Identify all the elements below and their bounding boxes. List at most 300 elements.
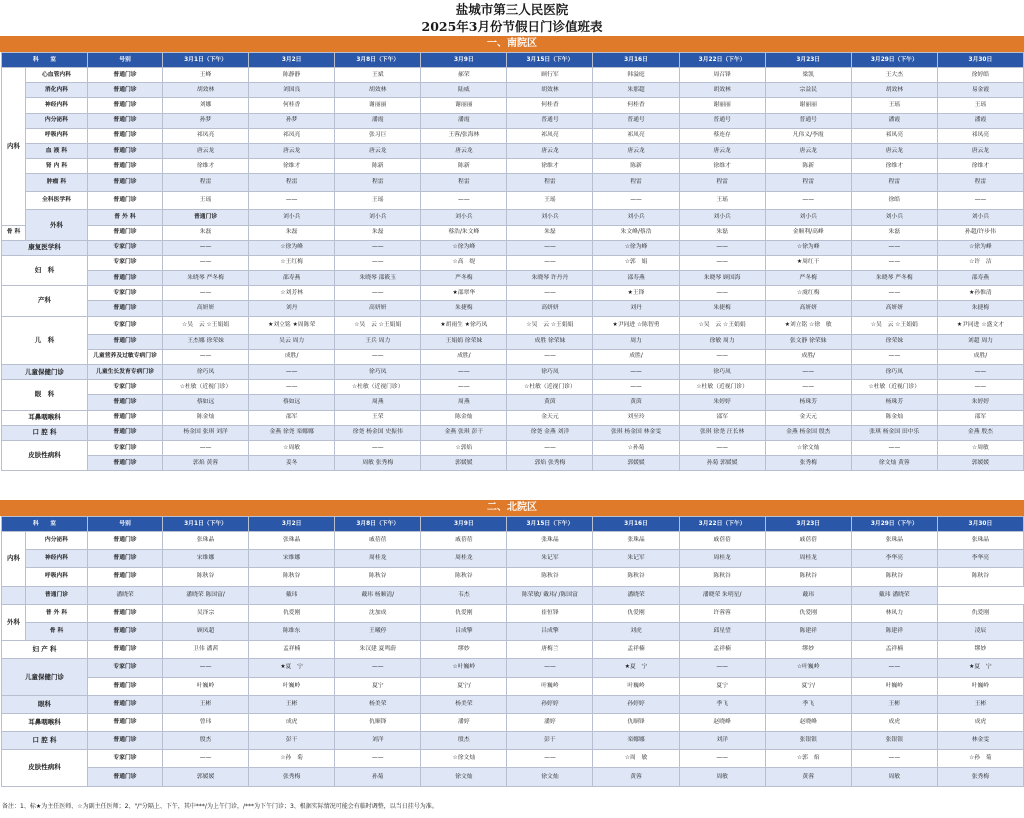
- duty-cell: 周力: [593, 334, 679, 349]
- duty-cell: ★夏 宁: [249, 659, 335, 677]
- duty-cell: ☆吴 云 ☆王娟娟: [507, 316, 593, 334]
- duty-cell: 程雷: [765, 174, 851, 192]
- department-name: 神经内科: [26, 98, 88, 113]
- duty-cell: 成胜/: [937, 349, 1023, 364]
- duty-cell: 高妍妍: [851, 301, 937, 316]
- duty-cell: 徐巧凤: [163, 365, 249, 380]
- duty-cell: ——: [851, 255, 937, 270]
- duty-cell: 普通号: [507, 113, 593, 128]
- duty-cell: 刘丹: [249, 301, 335, 316]
- col-header-3: 3月2日: [249, 53, 335, 68]
- duty-cell: 张珠晶: [851, 532, 937, 550]
- duty-cell: 潘晓荣: [88, 586, 163, 604]
- clinic-type: 专家门诊: [88, 255, 163, 270]
- col-header-11: 3月30日: [937, 53, 1023, 68]
- department-name: 内分泌科: [26, 113, 88, 128]
- schedule-row: [2, 395, 1024, 410]
- duty-cell: 张珠晶: [249, 532, 335, 550]
- schedule-row: [2, 210, 1024, 225]
- duty-cell: ——: [851, 659, 937, 677]
- duty-cell: ☆周敏: [249, 440, 335, 455]
- duty-cell: 郭媛媛: [421, 456, 507, 471]
- col-header-9: 3月23日: [765, 517, 851, 532]
- duty-cell: 周敏: [679, 768, 765, 786]
- col-header-2: 3月1日（下午）: [163, 517, 249, 532]
- duty-cell: 叶巍岭: [163, 677, 249, 695]
- department-name: 神经内科: [26, 550, 88, 568]
- duty-cell: 宋维娜: [163, 550, 249, 568]
- duty-cell: 王瑶: [163, 192, 249, 210]
- duty-cell: ☆郭焰: [421, 440, 507, 455]
- department-category: 皮肤性病科: [2, 440, 88, 470]
- duty-cell: 孙婷婷: [593, 695, 679, 713]
- duty-cell: 高妍妍: [507, 301, 593, 316]
- schedule-row: [2, 349, 1024, 364]
- duty-cell: 孟祥楠: [851, 641, 937, 659]
- clinic-type: 儿童生长发育专病门诊: [88, 365, 163, 380]
- col-header-department: 科 室: [2, 53, 88, 68]
- duty-cell: ☆杜敏（近视门诊）: [679, 380, 765, 395]
- duty-cell: 郭媛媛: [937, 456, 1023, 471]
- duty-cell: 徐巧凤: [679, 365, 765, 380]
- duty-cell: ——: [163, 349, 249, 364]
- schedule-row: [2, 410, 1024, 425]
- duty-cell: 刘小兵: [765, 210, 851, 225]
- schedule-row: [2, 365, 1024, 380]
- duty-cell: 祁凤亮: [507, 128, 593, 143]
- duty-cell: 成胜 徐荣妹: [507, 334, 593, 349]
- duty-cell: 刘虎: [593, 622, 679, 640]
- col-header-4: 3月8日（下午）: [335, 53, 421, 68]
- duty-cell: 叶巍岭: [249, 677, 335, 695]
- duty-cell: 韩溢庭: [593, 68, 679, 83]
- duty-cell: ——: [679, 659, 765, 677]
- duty-cell: 刘小兵: [937, 210, 1023, 225]
- col-header-2: 3月1日（下午）: [163, 53, 249, 68]
- department-category: 皮肤性病科: [2, 750, 88, 786]
- duty-cell: ☆周敏: [937, 440, 1023, 455]
- duty-cell: 陈秋谷: [163, 568, 249, 586]
- duty-cell: 蔡浩/朱文峰: [421, 225, 507, 240]
- duty-cell: 戴玮 杨顺清/: [335, 586, 421, 604]
- clinic-type: 普通门诊: [88, 695, 163, 713]
- duty-cell: 周桂龙: [679, 550, 765, 568]
- duty-cell: 陈秋谷: [421, 568, 507, 586]
- duty-cell: 成胜/: [421, 349, 507, 364]
- department-name: 肾 内 科: [26, 159, 88, 174]
- duty-cell: 易金霞: [937, 83, 1023, 98]
- schedule-row: [2, 271, 1024, 286]
- duty-cell: 胡效林: [507, 83, 593, 98]
- duty-cell: 郭焰 黄蓉: [163, 456, 249, 471]
- duty-cell: 唐云龙: [765, 143, 851, 158]
- duty-cell: 张琪 杨金国 林金雯: [593, 425, 679, 440]
- clinic-type: 普通门诊: [88, 83, 163, 98]
- schedule-row: [2, 113, 1024, 128]
- duty-cell: 张秀梅: [249, 768, 335, 786]
- department-name: 普 外 科: [26, 604, 88, 622]
- duty-cell: 仇顺锋: [593, 713, 679, 731]
- duty-cell: ——: [507, 440, 593, 455]
- duty-cell: 张银银: [851, 732, 937, 750]
- duty-cell: ——: [335, 349, 421, 364]
- duty-cell: ☆吴 云 ☆王娟娟: [851, 316, 937, 334]
- duty-cell: 胡效林: [851, 83, 937, 98]
- duty-cell: ——: [163, 750, 249, 768]
- duty-cell: 徐文灿 黄蓉: [851, 456, 937, 471]
- duty-cell: ——: [679, 349, 765, 364]
- duty-cell: 吴泽宗: [163, 604, 249, 622]
- duty-cell: 高妍妍: [335, 301, 421, 316]
- duty-cell: ——: [421, 380, 507, 395]
- col-header-department: 科 室: [2, 517, 88, 532]
- clinic-type: 普通门诊: [88, 113, 163, 128]
- duty-cell: 祁凤亮: [593, 128, 679, 143]
- col-header-9: 3月23日: [765, 53, 851, 68]
- clinic-type: 普通门诊: [88, 98, 163, 113]
- schedule-row: [2, 677, 1024, 695]
- duty-cell: 王瑶: [679, 192, 765, 210]
- duty-cell: 程雷: [335, 174, 421, 192]
- duty-cell: 朱记军: [507, 550, 593, 568]
- schedule-row: [2, 159, 1024, 174]
- duty-cell: 潘霞: [421, 113, 507, 128]
- duty-cell: 刘国良: [249, 83, 335, 98]
- duty-cell: 刘超 周力: [937, 334, 1023, 349]
- duty-cell: 王瑶: [507, 192, 593, 210]
- schedule-row: [2, 641, 1024, 659]
- duty-cell: ——: [335, 440, 421, 455]
- duty-cell: 王荣: [335, 410, 421, 425]
- duty-cell: 彭干: [249, 732, 335, 750]
- duty-cell: ★孙惟清: [937, 286, 1023, 301]
- duty-cell: 金天元: [765, 410, 851, 425]
- col-header-6: 3月15日（下午）: [507, 517, 593, 532]
- duty-cell: ——: [851, 750, 937, 768]
- duty-cell: 徐维才: [163, 159, 249, 174]
- duty-cell: ——: [507, 240, 593, 255]
- duty-cell: 朱磊: [851, 225, 937, 240]
- col-header-5: 3月9日: [421, 517, 507, 532]
- duty-cell: ☆孙菊: [593, 440, 679, 455]
- duty-cell: 姜冬: [249, 456, 335, 471]
- schedule-row: [2, 768, 1024, 786]
- col-header-7: 3月16日: [593, 53, 679, 68]
- clinic-type: 专家门诊: [88, 380, 163, 395]
- duty-cell: ☆吴 云 ☆王娟娟: [335, 316, 421, 334]
- duty-cell: 戚蓓蓓: [679, 532, 765, 550]
- duty-cell: ——: [421, 365, 507, 380]
- clinic-type: 普通门诊: [88, 622, 163, 640]
- duty-cell: 吕成擎: [507, 622, 593, 640]
- duty-cell: 朱晓琴 严冬梅: [851, 271, 937, 286]
- duty-cell: 金燕 徐尧 栾娜娜: [249, 425, 335, 440]
- schedule-row: [2, 143, 1024, 158]
- duty-cell: 朱磊: [679, 225, 765, 240]
- duty-cell: 唐云龙: [249, 143, 335, 158]
- duty-cell: 宋维娜: [249, 550, 335, 568]
- duty-cell: 刘丹: [593, 301, 679, 316]
- duty-cell: 黄茵: [593, 395, 679, 410]
- schedule-row: [2, 128, 1024, 143]
- duty-cell: ——: [507, 255, 593, 270]
- duty-cell: ☆许 洁: [937, 255, 1023, 270]
- duty-cell: 潘霞: [937, 113, 1023, 128]
- clinic-type: 普通门诊: [88, 395, 163, 410]
- duty-cell: 卫伟 潘茜: [163, 641, 249, 659]
- duty-cell: 王娟娟 徐荣妹: [421, 334, 507, 349]
- schedule-row: [2, 255, 1024, 270]
- duty-cell: 唐云龙: [593, 143, 679, 158]
- duty-cell: 张银银: [765, 732, 851, 750]
- duty-cell: 程雷: [421, 174, 507, 192]
- duty-cell: 郝荣: [421, 68, 507, 83]
- duty-cell: 徐文灿: [421, 768, 507, 786]
- duty-cell: 朱晓琴 许丹丹: [507, 271, 593, 286]
- department-category: 妇 产 科: [2, 641, 88, 659]
- duty-cell: 缪妙: [765, 641, 851, 659]
- duty-cell: 王曦停: [335, 622, 421, 640]
- duty-cell: 周桂龙: [421, 550, 507, 568]
- duty-cell: 程雷: [937, 174, 1023, 192]
- duty-cell: 祁凤亮: [851, 128, 937, 143]
- duty-cell: 徐巧凤: [335, 365, 421, 380]
- department-name: 呼吸内科: [26, 568, 88, 586]
- duty-cell: ——: [163, 240, 249, 255]
- col-header-7: 3月16日: [593, 517, 679, 532]
- department-category: 内科: [2, 68, 26, 226]
- duty-cell: 周召锋: [679, 68, 765, 83]
- duty-cell: ☆郭 娟: [593, 255, 679, 270]
- department-category: 儿童保健门诊: [2, 365, 88, 380]
- duty-cell: 潘婷: [507, 713, 593, 731]
- duty-cell: 邵军: [249, 410, 335, 425]
- duty-cell: ——: [163, 659, 249, 677]
- duty-cell: ☆杜敏（近视门诊）: [335, 380, 421, 395]
- duty-cell: 戴玮: [765, 586, 851, 604]
- duty-cell: 陈维东: [249, 622, 335, 640]
- col-header-6: 3月15日（下午）: [507, 53, 593, 68]
- duty-cell: 潘晓荣 朱明星/: [679, 586, 765, 604]
- duty-cell: 戚蓓蓓: [765, 532, 851, 550]
- duty-cell: 刘小兵: [851, 210, 937, 225]
- duty-cell: 徐巧凤: [507, 365, 593, 380]
- duty-cell: 朱晓琴 顾国海: [679, 271, 765, 286]
- col-header-10: 3月29日（下午）: [851, 517, 937, 532]
- clinic-type: 普通门诊: [88, 768, 163, 786]
- duty-cell: 普通号: [765, 113, 851, 128]
- duty-cell: 吴云 周力: [249, 334, 335, 349]
- duty-cell: ——: [593, 365, 679, 380]
- duty-cell: 胡效林: [679, 83, 765, 98]
- duty-cell: 林金雯: [937, 732, 1023, 750]
- duty-cell: 郭焰 张秀梅: [507, 456, 593, 471]
- duty-cell: 戚蓓蓓: [421, 532, 507, 550]
- duty-cell: ☆徐为峰: [593, 240, 679, 255]
- department-category: 眼 科: [2, 380, 88, 410]
- schedule-row: [2, 301, 1024, 316]
- duty-cell: 周燕: [421, 395, 507, 410]
- duty-cell: 王斌: [335, 68, 421, 83]
- duty-cell: 陈秋谷: [335, 568, 421, 586]
- duty-cell: 周燕: [335, 395, 421, 410]
- duty-cell: 唐云龙: [421, 143, 507, 158]
- duty-cell: 彭干: [507, 732, 593, 750]
- duty-cell: 叶巍岭: [507, 677, 593, 695]
- duty-cell: 王瑶: [335, 192, 421, 210]
- duty-cell: 徐文灿: [507, 768, 593, 786]
- schedule-row: [2, 550, 1024, 568]
- duty-cell: 夏宁: [679, 677, 765, 695]
- department-category: 内科: [2, 532, 26, 587]
- duty-cell: 成胜/: [249, 349, 335, 364]
- clinic-type: 普通门诊: [88, 225, 163, 240]
- clinic-type: 普通门诊: [88, 677, 163, 695]
- clinic-type: 专家门诊: [88, 286, 163, 301]
- duty-cell: 朱捷梅: [679, 301, 765, 316]
- duty-cell: 杨美荣: [421, 695, 507, 713]
- duty-cell: ——: [851, 240, 937, 255]
- duty-cell: 仇爱刚: [421, 604, 507, 622]
- duty-cell: 叶巍岭: [851, 677, 937, 695]
- duty-cell: ——: [507, 286, 593, 301]
- duty-cell: 孟祥楠: [249, 641, 335, 659]
- duty-cell: 张习巨: [335, 128, 421, 143]
- duty-cell: 潘霞: [335, 113, 421, 128]
- duty-cell: 栾娜娜: [593, 732, 679, 750]
- department-name: 肿瘤 科: [26, 174, 88, 192]
- duty-cell: 何桂香: [593, 98, 679, 113]
- duty-cell: ——: [593, 380, 679, 395]
- duty-cell: 唐梅兰: [507, 641, 593, 659]
- duty-cell: 徐维才: [679, 159, 765, 174]
- duty-cell: 陈秋谷: [851, 568, 937, 586]
- duty-cell: 高妍妍: [163, 301, 249, 316]
- duty-cell: 朱晓琴 严冬梅: [163, 271, 249, 286]
- schedule-row: [2, 425, 1024, 440]
- duty-cell: 朱捷梅: [937, 301, 1023, 316]
- duty-cell: 杨珠芳: [765, 395, 851, 410]
- duty-cell: ☆吴 云 ☆王娟娟: [163, 316, 249, 334]
- clinic-type: 普通门诊: [88, 192, 163, 210]
- clinic-type: 普通门诊: [88, 143, 163, 158]
- schedule-row: [2, 732, 1024, 750]
- duty-cell: 陈新: [765, 159, 851, 174]
- duty-cell: 张秀梅: [765, 456, 851, 471]
- duty-cell: 黄蓉: [765, 768, 851, 786]
- duty-cell: 蔡如远: [163, 395, 249, 410]
- duty-cell: ★刘立铭 ★周陈荣: [249, 316, 335, 334]
- clinic-type: 普通门诊: [88, 604, 163, 622]
- duty-cell: 刘小兵: [249, 210, 335, 225]
- duty-cell: 陈秋谷: [249, 568, 335, 586]
- duty-cell: ☆虞红梅: [765, 286, 851, 301]
- clinic-type: 普通门诊: [88, 334, 163, 349]
- department-name: 内分泌科: [26, 532, 88, 550]
- duty-cell: 高妍妍: [765, 301, 851, 316]
- duty-cell: 潘婷: [421, 713, 507, 731]
- duty-cell: 金燕 殷杰: [937, 425, 1023, 440]
- duty-cell: ——: [421, 192, 507, 210]
- duty-cell: ——: [249, 192, 335, 210]
- duty-cell: 严冬梅: [421, 271, 507, 286]
- col-header-5: 3月9日: [421, 53, 507, 68]
- duty-cell: 吕成擎: [421, 622, 507, 640]
- duty-cell: 金顺利/高峰: [765, 225, 851, 240]
- clinic-type: 专家门诊: [88, 316, 163, 334]
- duty-cell: 徐尧 杨金国 史振伟: [335, 425, 421, 440]
- duty-cell: 谢丽丽: [335, 98, 421, 113]
- duty-cell: 邵军: [679, 410, 765, 425]
- duty-cell: 张琪 杨金国 田中乐: [851, 425, 937, 440]
- duty-cell: 仇爱刚: [249, 604, 335, 622]
- duty-cell: 陈秋谷: [765, 568, 851, 586]
- duty-cell: 陈金灿: [851, 410, 937, 425]
- clinic-type: 普通门诊: [88, 713, 163, 731]
- duty-cell: 唐云龙: [335, 143, 421, 158]
- duty-cell: 陈金灿: [421, 410, 507, 425]
- department-name: 骨 科: [2, 225, 26, 240]
- duty-cell: 邵寿燕: [249, 271, 335, 286]
- duty-cell: ☆叶巍岭: [421, 659, 507, 677]
- duty-cell: 刘至玲: [593, 410, 679, 425]
- duty-cell: 季飞: [765, 695, 851, 713]
- duty-cell: 胡效林: [335, 83, 421, 98]
- duty-cell: ——: [335, 659, 421, 677]
- duty-cell: ☆徐文灿: [765, 440, 851, 455]
- schedule-row: [2, 568, 1024, 586]
- duty-cell: ☆吴 云 ☆王娟娟: [679, 316, 765, 334]
- duty-cell: 黄茵: [507, 395, 593, 410]
- duty-cell: 刘娜: [163, 98, 249, 113]
- duty-cell: ——: [851, 440, 937, 455]
- clinic-type: 专家门诊: [88, 440, 163, 455]
- duty-cell: 仇爱刚: [937, 604, 1023, 622]
- duty-cell: 唐云龙: [163, 143, 249, 158]
- duty-cell: 金燕 杨金国 殷杰: [765, 425, 851, 440]
- duty-cell: 朱婷婷: [679, 395, 765, 410]
- duty-cell: 徐荣妹: [851, 334, 937, 349]
- duty-cell: 赵晓峰: [679, 713, 765, 731]
- department-name: 全科医学科: [26, 192, 88, 210]
- duty-cell: 金燕 张琪 彭干: [421, 425, 507, 440]
- duty-cell: ☆徐为峰: [937, 240, 1023, 255]
- duty-cell: ——: [851, 286, 937, 301]
- duty-cell: ☆杜敏（近视门诊）: [851, 380, 937, 395]
- duty-cell: 刘小兵: [507, 210, 593, 225]
- duty-cell: ——: [249, 380, 335, 395]
- schedule-row: [2, 225, 1024, 240]
- duty-cell: 邵寿燕: [593, 271, 679, 286]
- department-name: 血 液 科: [26, 143, 88, 158]
- department-category: 眼科: [2, 695, 88, 713]
- duty-cell: 陈秋谷: [679, 568, 765, 586]
- department-category: 儿童保健门诊: [2, 659, 88, 695]
- duty-cell: ☆孙 菊: [249, 750, 335, 768]
- duty-cell: ——: [937, 192, 1023, 210]
- clinic-type: 儿童营养及过敏专病门诊: [88, 349, 163, 364]
- department-category: 口 腔 科: [2, 732, 88, 750]
- duty-cell: ☆徐文灿: [421, 750, 507, 768]
- duty-cell: 王大杰: [851, 68, 937, 83]
- schedule-row: [2, 695, 1024, 713]
- duty-cell: 仇顺锋: [335, 713, 421, 731]
- duty-cell: ——: [765, 380, 851, 395]
- duty-cell: ——: [937, 365, 1023, 380]
- duty-cell: 林凤力: [851, 604, 937, 622]
- duty-cell: 成虎: [249, 713, 335, 731]
- clinic-type: 普通门诊: [88, 271, 163, 286]
